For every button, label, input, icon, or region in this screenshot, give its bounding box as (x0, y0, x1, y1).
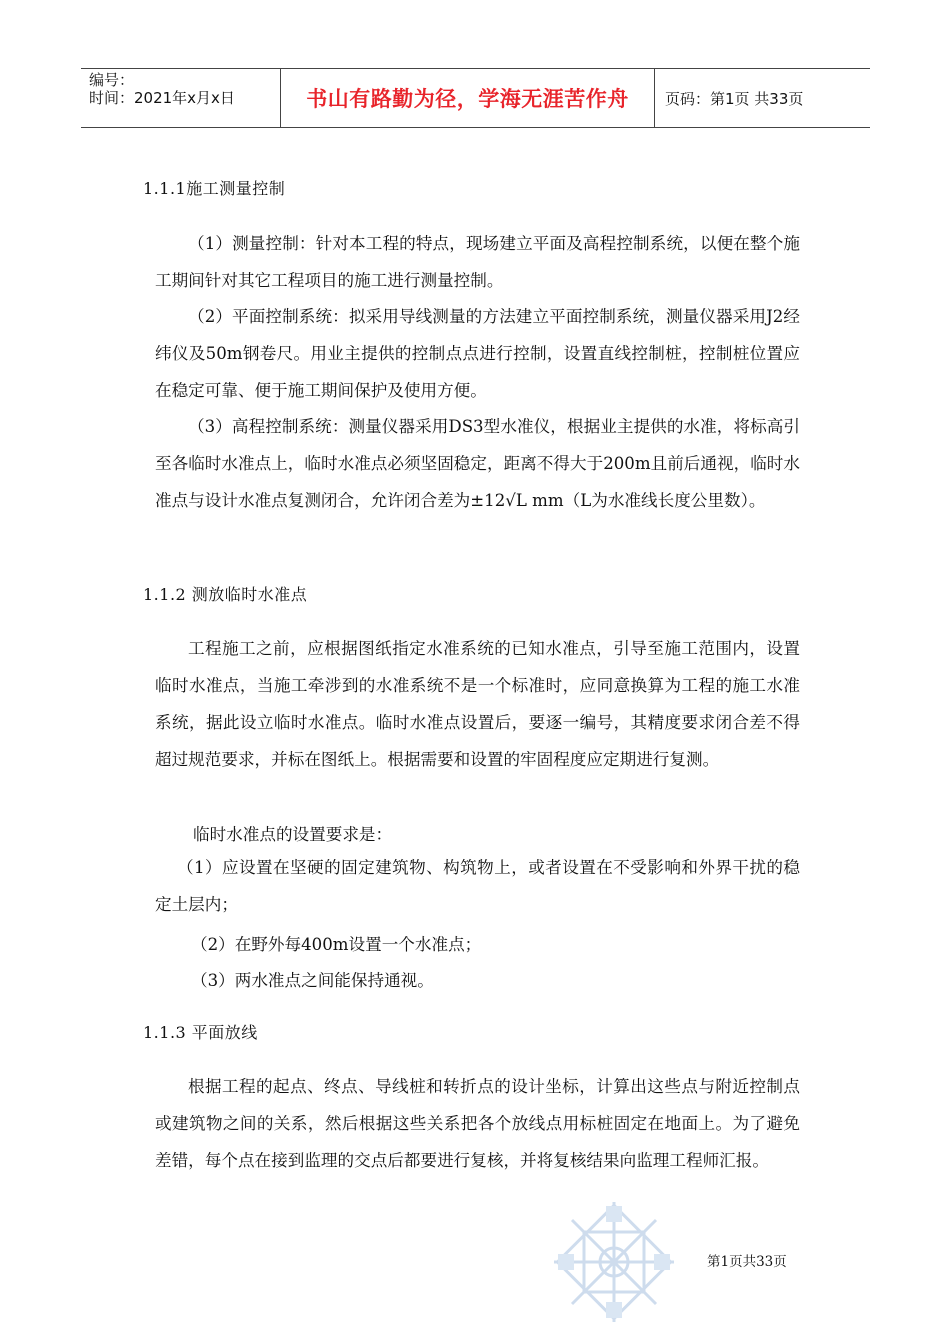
paragraph: 工程施工之前，应根据图纸指定水准系统的已知水准点，引导至施工范围内，设置临时水准点，当施工牵涉到的水准系统不是一个标准时，应同意换算为工程的施工水准系统，据此设立临时水准点。临时水准点设置后，要逐一编号，其精度要求闭合差不得超过规范要求，并标在图纸上。根据需要和设置的牢固程度应定期进行复测。 (155, 639, 800, 769)
section-title: 1.1.2 测放临时水准点 (143, 585, 308, 604)
section-title: 1.1.3 平面放线 (143, 1023, 258, 1042)
paragraph: （3）两水准点之间能保持通视。 (191, 971, 434, 990)
paragraph: （2）平面控制系统：拟采用导线测量的方法建立平面控制系统，测量仪器采用J2经纬仪及50m钢卷尺。用业主提供的控制点点进行控制，设置直线控制桩，控制桩位置应在稳定可靠、便于施工期间保护及使用方便。 (155, 307, 800, 400)
serial-label: 编号： (89, 71, 135, 89)
snowflake-watermark-icon (548, 1196, 680, 1328)
motto-text: 书山有路勤为径，学海无涯苦作舟 (306, 87, 629, 111)
paragraph: （1）应设置在坚硬的固定建筑物、构筑物上，或者设置在不受影响和外界干扰的稳定土层内； (155, 858, 800, 914)
paragraph: 根据工程的起点、终点、导线桩和转折点的设计坐标，计算出这些点与附近控制点或建筑物之间的关系，然后根据这些关系把各个放线点用标桩固定在地面上。为了避免差错，每个点在接到监理的交点后都要进行复核，并将复核结果向监理工程师汇报。 (155, 1077, 800, 1170)
paragraph: 临时水准点的设置要求是： (193, 825, 393, 844)
header-page-cell (655, 69, 870, 127)
footer-page-number: 第1页共33页 (707, 1254, 787, 1270)
time-label: 时间：2021年x月x日 (89, 89, 235, 107)
page-info: 页码：第1页 共33页 (665, 89, 804, 108)
header-motto-cell (281, 69, 655, 127)
paragraph: （2）在野外每400m设置一个水准点； (191, 935, 482, 954)
header-left-cell (81, 69, 281, 127)
paragraph: （1）测量控制：针对本工程的特点，现场建立平面及高程控制系统，以便在整个施工期间针对其它工程项目的施工进行测量控制。 (155, 234, 800, 290)
section-title: 1.1.1施工测量控制 (143, 179, 286, 198)
paragraph: （3）高程控制系统：测量仪器采用DS3型水准仪，根据业主提供的水准，将标高引至各临时水准点上，临时水准点必须坚固稳定，距离不得大于200m且前后通视，临时水准点与设计水准点复测闭合，允许闭合差为±12√L mm（L为水准线长度公里数）。 (155, 417, 800, 510)
document-header (81, 68, 870, 128)
